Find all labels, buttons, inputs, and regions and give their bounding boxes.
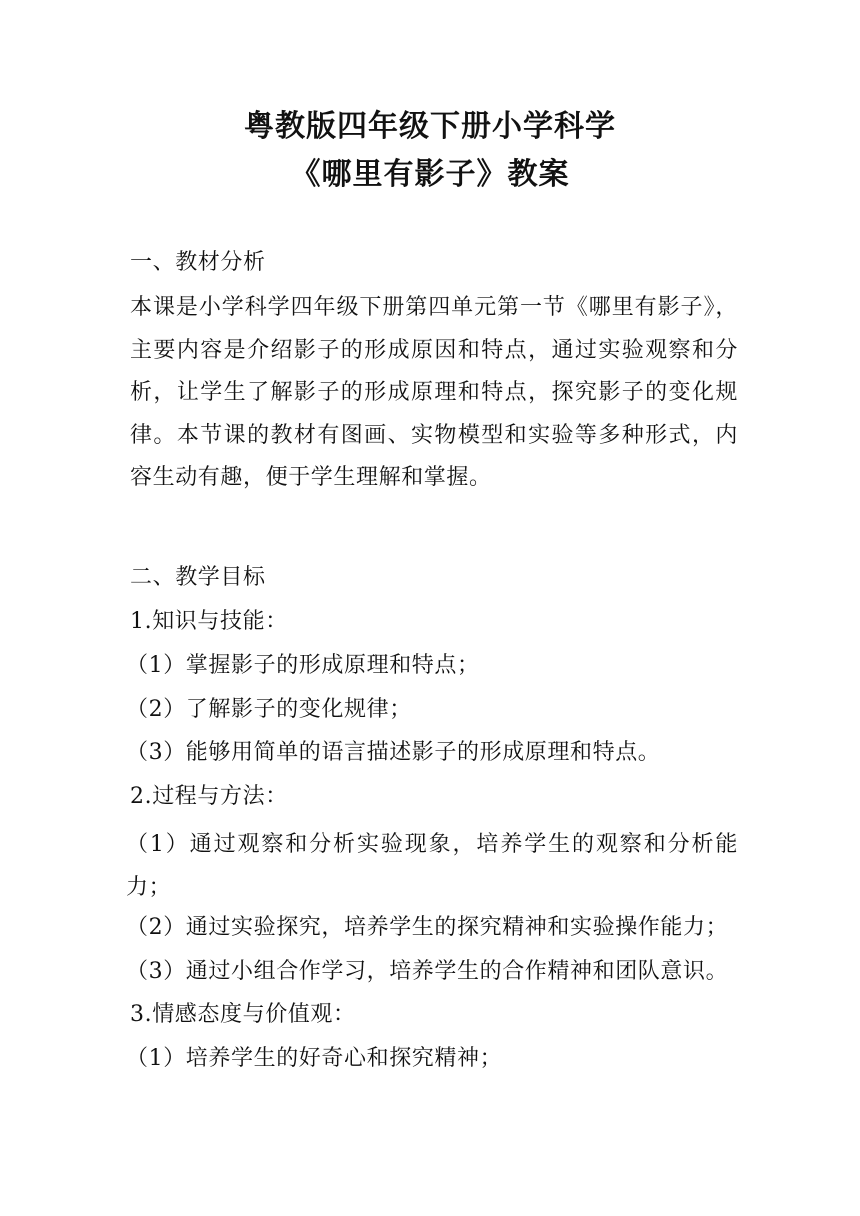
goal-item: （1）培养学生的好奇心和探究精神； <box>126 1046 503 1071</box>
document-title-line2: 《哪里有影子》教案 <box>290 157 570 192</box>
goal-heading-process-method: 2.过程与方法： <box>130 784 288 809</box>
goal-item: （3）能够用简单的语言描述影子的形成原理和特点。 <box>126 740 661 765</box>
goal-heading-attitude-values: 3.情感态度与价值观： <box>130 1002 356 1027</box>
goal-item: （1）通过观察和分析实验现象，培养学生的观察和分析能力； <box>126 832 738 900</box>
goal-item: （2）了解影子的变化规律； <box>126 697 412 722</box>
section-heading-textbook-analysis: 一、教材分析 <box>130 250 266 275</box>
goal-item: （1）掌握影子的形成原理和特点； <box>126 653 480 678</box>
document-title-line1: 粤教版四年级下册小学科学 <box>244 109 616 144</box>
goal-item: （3）通过小组合作学习，培养学生的合作精神和团队意识。 <box>126 959 729 984</box>
goal-heading-knowledge-skills: 1.知识与技能： <box>130 609 288 634</box>
goal-item: （2）通过实验探究，培养学生的探究精神和实验操作能力； <box>126 915 729 940</box>
section-heading-teaching-goals: 二、教学目标 <box>130 565 266 590</box>
textbook-analysis-paragraph: 本课是小学科学四年级下册第四单元第一节《哪里有影子》，主要内容是介绍影子的形成原因和特点，通过实验观察和分析，让学生了解影子的形成原理和特点，探究影子的变化规律。本节课的教材有图画、实物模型和实验等多种形式，内容生动有趣，便于学生理解和掌握。 <box>130 295 738 490</box>
